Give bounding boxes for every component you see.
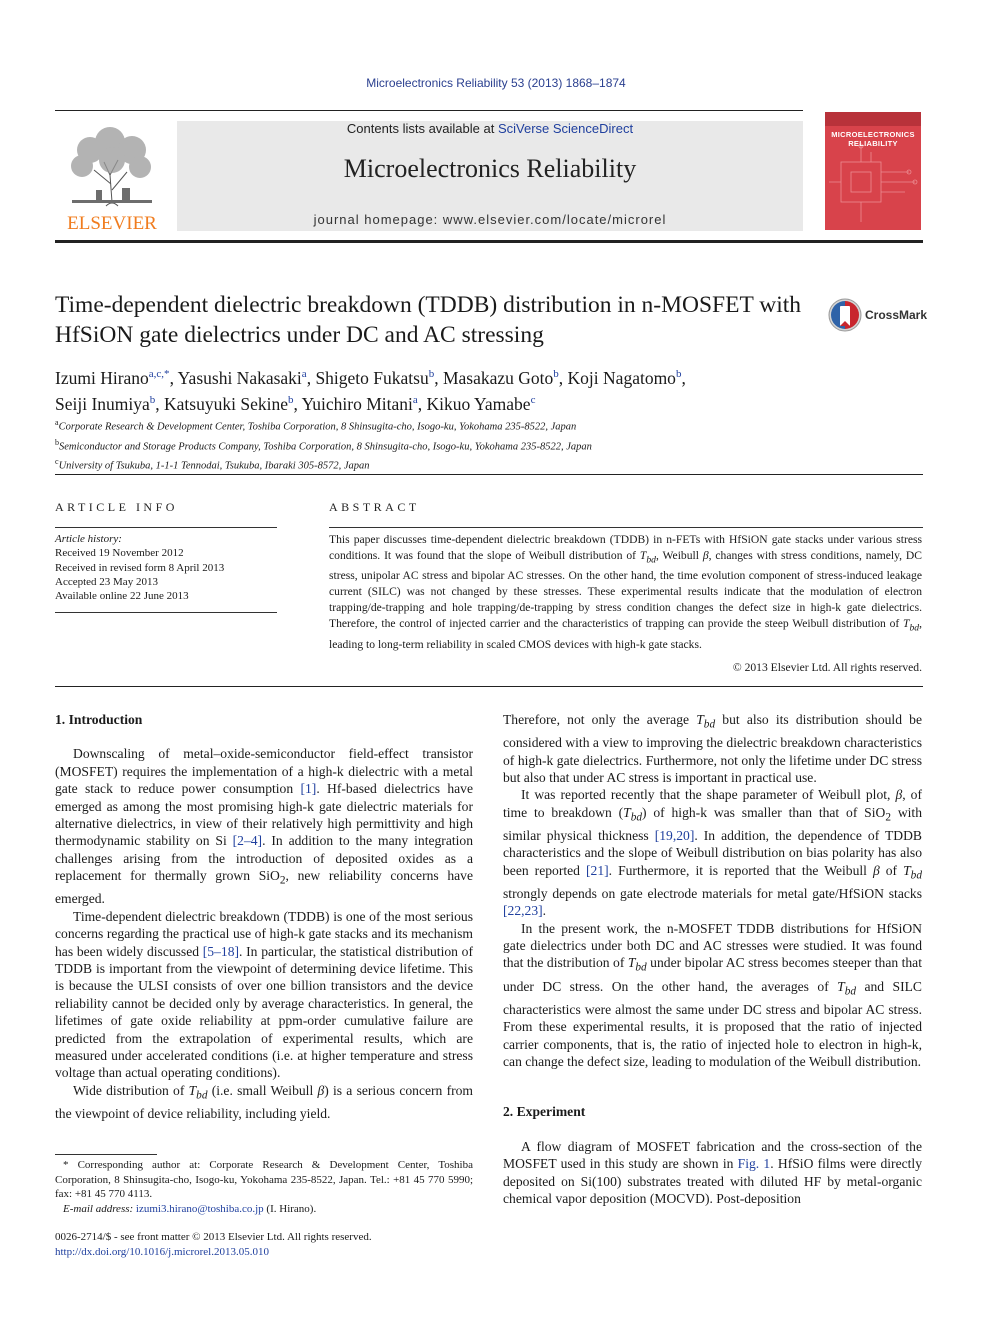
author-name[interactable]: Katsuyuki Sekine — [164, 393, 288, 414]
issn-line: 0026-2714/$ - see front matter © 2013 Elsevier Ltd. All rights reserved. — [55, 1231, 372, 1243]
affiliation-item — [55, 415, 915, 435]
reference-link[interactable]: [22,23] — [503, 903, 543, 919]
journal-cover-image — [825, 112, 921, 230]
abstract-copyright: © 2013 Elsevier Ltd. All rights reserved. — [732, 661, 922, 674]
cover-title — [825, 130, 921, 148]
header-top-rule — [55, 110, 803, 111]
author-name[interactable]: Izumi Hirano — [55, 367, 149, 388]
author-affiliation-mark[interactable]: c — [530, 393, 536, 406]
affiliation-rule — [55, 474, 923, 475]
section-heading-experiment: 2. Experiment — [503, 1104, 586, 1120]
author-name[interactable]: Kikuo Yamabe — [426, 393, 531, 414]
affiliation-list — [55, 415, 915, 474]
journal-citation-link[interactable]: Microelectronics Reliability 53 (2013) 1868–1874 — [366, 76, 626, 90]
affiliation-item — [55, 454, 915, 474]
journal-name: Microelectronics Reliability — [343, 154, 637, 183]
affiliation-item — [55, 435, 915, 455]
author-affiliation-mark[interactable]: a — [412, 393, 418, 406]
abstract-heading: ABSTRACT — [329, 500, 420, 514]
cover-title-line1: MICROELECTRONICS — [831, 130, 915, 139]
contents-available-line — [177, 121, 803, 136]
symbol-t: T — [902, 617, 910, 631]
author-name[interactable]: Seiji Inumiya — [55, 393, 150, 414]
affiliation-text: Corporate Research & Development Center, Toshiba Corporation, 8 Shinsugita-cho, Isogo-ku, Yokohama 235-8522, Japan — [58, 421, 577, 433]
history-revised: Received in revised form 8 April 2013 — [55, 561, 225, 574]
elsevier-logo — [52, 120, 172, 236]
email-link[interactable]: izumi3.hirano@toshiba.co.jp — [135, 1202, 264, 1215]
footnote-rule — [55, 1154, 157, 1155]
intro-paragraph: It was reported recently that the shape parameter of Weibull plot, β, of time to breakdown $(T_{bd})$ of high-k was smaller than that of SiO$_2$ with similar physical thickness [19,20]. In addition, the dependence of TDDB characteristics and the slope of Weibull distribution on bias polarity has also been reported [21]. Furthermore, it is reported that the Weibull β of $T_{bd}$ strongly depends on gate electrode materials for metal gate/HfSiON stacks [22,23]. — [503, 787, 923, 919]
author-name[interactable]: Shigeto Fukatsu — [315, 367, 429, 388]
article-info-rule — [55, 527, 277, 528]
crossmark-label: CrossMark — [865, 308, 928, 322]
contents-prefix: Contents lists available at — [346, 121, 498, 136]
article-title: Time-dependent dielectric breakdown (TDDB) distribution in n-MOSFET with HfSiON gate dielectrics under DC and AC stressing — [55, 292, 802, 348]
elsevier-wordmark: ELSEVIER — [67, 213, 157, 234]
history-online: Available online 22 June 2013 — [55, 590, 189, 603]
abstract-segment: , leading to long-term reliability in scaled CMOS devices with high-k gate stacks. — [329, 617, 922, 651]
symbol-bd: bd — [646, 554, 656, 566]
intro-paragraph: Wide distribution of $T_{bd}$ (i.e. small Weibull β) is a serious concern from the viewpoint of device reliability, including yield. — [55, 1082, 473, 1121]
sciencedirect-link[interactable]: SciVerse ScienceDirect — [497, 121, 634, 136]
symbol-bd: bd — [909, 622, 920, 634]
author-list: Izumi Hirano$^{a,c,*}$, Yasushi Nakasaki$^a$, Shigeto Fukatsu$^b$, Masakazu Goto$^b$, Koji Nagatomo$^b$, Seiji Inumiya$^b$, Katsuyuki Sekine$^b$, Yuichiro Mitani$^a$, Kikuo Yamabe$^c$ — [55, 367, 686, 414]
homepage-url-link[interactable]: www.elsevier.com/locate/microrel — [442, 212, 667, 227]
body-left-column — [55, 711, 473, 1122]
author-affiliation-mark[interactable]: b — [675, 368, 682, 380]
affiliation-text: Semiconductor and Storage Products Company, Toshiba Corporation, 8 Shinsugita-cho, Isogo-ku, Yokohama 235-8522, Japan — [59, 441, 592, 452]
abstract-text — [329, 532, 922, 653]
abstract-segment: , Weibull — [655, 549, 703, 562]
reference-link[interactable]: [5–18] — [202, 943, 240, 959]
header-bottom-rule — [55, 240, 923, 243]
affiliation-key: b — [55, 437, 59, 447]
subscript-2: 2 — [279, 874, 286, 887]
cover-title-line2: RELIABILITY — [848, 139, 898, 148]
author-affiliation-mark[interactable]: b — [149, 393, 156, 406]
author-affiliation-mark[interactable]: a,c,* — [148, 368, 170, 380]
crossmark-badge[interactable] — [827, 297, 927, 333]
author-affiliation-mark[interactable]: b — [553, 368, 559, 380]
affiliation-text: University of Tsukuba, 1-1-1 Tennodai, Tsukuba, Ibaraki 305-8572, Japan — [58, 460, 370, 472]
author-affiliation-mark[interactable]: b — [287, 393, 294, 406]
intro-paragraph: Time-dependent dielectric breakdown (TDDB) is one of the most serious concerns regarding the practical use of high-k gate stacks and its mechanism has been widely discussed [5–18]. In particular, the statistical distribution of TDDB is important from the viewpoint of determining device lifetime. This is because the ULSI consists of over one billion transistors and the device reliability cannot be decided only by average characteristics. In general, the lifetimes of gate oxide reliability at ppm-order cumulative failure are predicted from the extrapolation of experimental results, which are measured under accelerated conditions (i.e. at higher temperature and stress voltage than actual operating conditions). — [55, 908, 473, 1081]
footnote-text: * Corresponding author at: Corporate Research & Development Center, Toshiba Corporation, 8 Shinsugita-cho, Isogo-ku, Yokohama 235-8522, Japan. Tel.: +81 45 770 5990; fax: +81 45 770 4113. — [55, 1159, 473, 1200]
author-name[interactable]: Yasushi Nakasaki — [177, 367, 302, 388]
history-received: Received 19 November 2012 — [55, 547, 184, 560]
history-accepted: Accepted 23 May 2013 — [55, 575, 158, 588]
author-name[interactable]: Masakazu Goto — [442, 367, 554, 388]
intro-paragraph: Downscaling of metal–oxide-semiconductor field-effect transistor (MOSFET) requires the implementation of a high-k dielectric with a metal gate stack to reduce power consumption [1]. Hf-based dielectrics have emerged as among the most promising high-k gate dielectric materials for alternative dielectrics, in view of their relatively high permittivity and high thermodynamic stability on Si [2–4]. In addition to the many integration challenges arising from the introduction of deposited oxides as a replacement for thermally grown SiO$_2$, new reliability concerns have emerged. — [55, 746, 474, 907]
intro-paragraph: Therefore, not only the average $T_{bd}$ but also its distribution should be considered with a view to improving the dielectric breakdown characteristics of high-k gate dielectrics. Furthermore, not only the lifetime under DC stress but also that under AC stress is important in practical use. — [503, 712, 922, 785]
section-heading-introduction: 1. Introduction — [55, 712, 143, 727]
footnote-email: E-mail address: izumi3.hirano@toshiba.co.jp (I. Hirano). — [63, 1202, 317, 1215]
doi-link[interactable]: http://dx.doi.org/10.1016/j.microrel.2013.05.010 — [55, 1245, 269, 1258]
author-affiliation-mark[interactable]: b — [428, 368, 435, 380]
reference-link[interactable]: [19,20] — [654, 827, 695, 843]
body-right-column — [503, 711, 922, 1207]
article-history — [55, 532, 285, 603]
experiment-paragraph: A flow diagram of MOSFET fabrication and the cross-section of the MOSFET used in this study are shown in Fig. 1. HfSiO films were directly deposited on Si(100) substrates treated with diluted HF by metal-organic chemical vapor deposition (MOCVD). Post-deposition — [503, 1138, 923, 1206]
abstract-segment: This paper discusses time-dependent dielectric breakdown (TDDB) in n-FETs with HfSiON gate stacks under various stress conditions. It was found that the slope of Weibull distribution of — [329, 533, 922, 562]
author-name[interactable]: Koji Nagatomo — [567, 367, 676, 388]
symbol-t: T — [639, 549, 647, 562]
affiliation-key: a — [55, 418, 59, 427]
reference-link[interactable]: [21] — [586, 862, 609, 878]
reference-link[interactable]: [2–4] — [232, 833, 263, 849]
affiliation-key: c — [55, 457, 59, 466]
intro-paragraph: In the present work, the n-MOSFET TDDB distributions for HfSiON gate dielectrics under both DC and AC stresses were studied. It was found that the distribution of $T_{bd}$ under bipolar AC stress becomes steeper than that under DC stress. On the other hand, the averages of $T_{bd}$ and SILC characteristics were almost the same under DC stress and bipolar AC stress. From these experimental results, it is proposed that the ratio of injected carrier components, that is, the ratio of injected hole to electron in high-k, can change the defect size, leading to modulation of the Weibull distribution. — [503, 920, 922, 1069]
journal-homepage — [177, 212, 803, 227]
article-info-heading: ARTICLE INFO — [55, 500, 178, 514]
corresponding-author-footnote — [55, 1158, 473, 1216]
abstract-bottom-rule — [55, 686, 923, 687]
abstract-rule — [329, 527, 923, 528]
history-label: Article history: — [55, 533, 122, 545]
front-matter — [55, 1230, 495, 1259]
author-name[interactable]: Yuichiro Mitani — [301, 393, 413, 414]
figure-link[interactable]: Fig. 1 — [737, 1156, 771, 1172]
symbol-beta: β — [702, 549, 709, 562]
homepage-prefix: journal homepage: — [313, 212, 443, 227]
abstract-segment: , changes with stress conditions, namely, DC stress, unipolar AC stress and bipolar AC stresses. On the other hand, the time evolution component of stress-induced leakage current (SILC) was not changed by these stresses. These experimental results indicate that the modulation of electron trapping/de-trapping and hole trapping/de-trapping by stress condition changes the defect size in high-k gate dielectrics. Therefore, the control of injected carrier and the characteristics of trapping can provide the steep Weibull distribution of — [329, 549, 922, 631]
article-info-bottom-rule — [55, 612, 277, 613]
reference-link[interactable]: [1] — [300, 781, 317, 797]
author-affiliation-mark[interactable]: a — [301, 368, 307, 380]
crossmark-icon — [827, 297, 863, 333]
